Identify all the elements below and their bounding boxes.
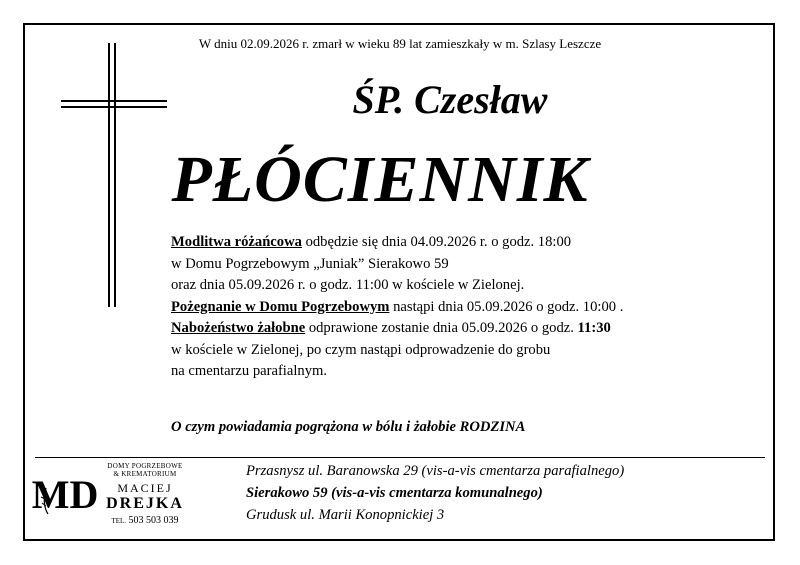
ceremony-details [171, 232, 751, 383]
funeral-home-logo [31, 462, 200, 534]
funeral-home-line2: & KREMATORIUM [113, 470, 177, 478]
death-info-line: W dniu 02.09.2026 r. zmarł w wieku 89 lat zamieszkały w m. Szlasy Leszcze [198, 36, 602, 51]
address-1: Przasnysz ul. Baranowska 29 (vis-a-vis cmentarza parafialnego) [246, 463, 625, 479]
monogram-icon [31, 464, 99, 522]
cross-icon-horizontal [61, 100, 167, 108]
mass-text: odprawione zostanie dnia 05.09.2026 o godz. [305, 320, 578, 336]
farewell-line [171, 297, 751, 319]
phone-label: TEL. [111, 517, 127, 525]
footer-divider [35, 457, 765, 458]
funeral-home-phone [92, 514, 198, 528]
farewell-text: nastąpi dnia 05.09.2026 o godz. 10:00 . [389, 298, 624, 315]
monogram-text: MD [31, 472, 99, 517]
mass-line [171, 318, 751, 340]
burial-line-2: na cmentarzu parafialnym. [171, 363, 327, 379]
funeral-home-line4: DREJKA [106, 495, 184, 512]
mass-time: 11:30 [577, 320, 611, 336]
rosary-line-1 [171, 232, 751, 254]
address-2: Sierakowo 59 (vis-a-vis cmentarza komunalnego) [246, 485, 543, 501]
mass-label: Nabożeństwo żałobne [171, 320, 306, 336]
rosary-line-3: oraz dnia 05.09.2026 r. o godz. 11:00 w kościele w Zielonej. [171, 277, 525, 293]
burial-line-1: w kościele w Zielonej, po czym nastąpi odprowadzenie do grobu [171, 341, 551, 358]
rosary-label: Modlitwa różańcowa [171, 234, 302, 250]
funeral-home-line1: DOMY POGRZEBOWE [107, 462, 183, 470]
rosary-line-2: w Domu Pogrzebowym „Juniak” Sierakowo 59 [171, 255, 449, 272]
phone-number: 503 503 039 [128, 515, 179, 526]
deceased-surname: PŁÓCIENNIK [171, 143, 589, 216]
deceased-first-name: ŚP. Czesław [352, 77, 548, 122]
address-list [246, 460, 624, 526]
farewell-label: Pożegnanie w Domu Pogrzebowym [171, 298, 390, 315]
rosary-text-1: odbędzie się dnia 04.09.2026 r. o godz. 18:00 [301, 234, 572, 250]
address-3: Grudusk ul. Marii Konopnickiej 3 [246, 507, 445, 523]
funeral-home-name [92, 462, 198, 528]
family-line: O czym powiadamia pogrążona w bólu i żałobie RODZINA [171, 419, 526, 435]
funeral-home-line3: MACIEJ [117, 481, 173, 495]
